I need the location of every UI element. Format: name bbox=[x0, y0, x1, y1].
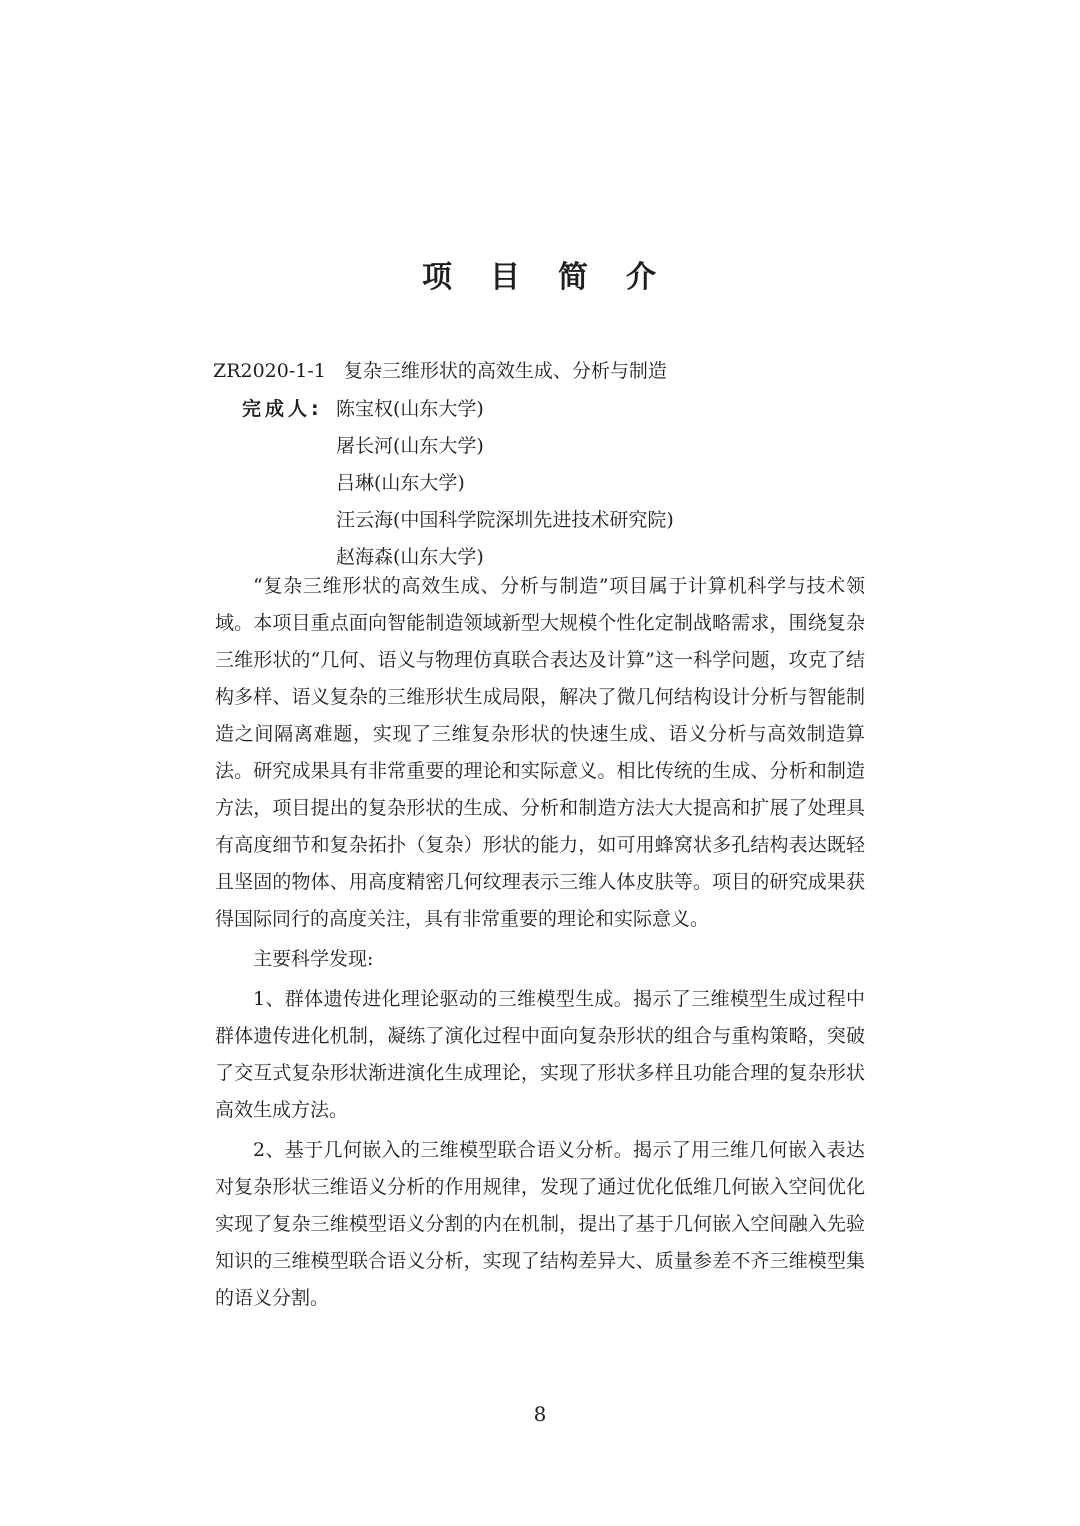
title-char: 目 bbox=[490, 260, 522, 295]
page-number: 8 bbox=[533, 1402, 547, 1426]
title-char: 简 bbox=[558, 260, 590, 295]
completers-label: 完成人: bbox=[242, 398, 323, 420]
completer-item: 赵海森(山东大学) bbox=[336, 546, 484, 568]
finding-paragraph-2: 2、基于几何嵌入的三维模型联合语义分析。揭示了用三维几何嵌入表达对复杂形状三维语义分析的作用规律，发现了通过优化低维几何嵌入空间优化实现了复杂三维模型语义分割的内在机制，提出了基于几何嵌入空间融入先验知识的三维模型联合语义分析，实现了结构差异大、质量参差不齐三维模型集的语义分割。 bbox=[215, 1139, 865, 1309]
completers-list bbox=[336, 394, 674, 579]
project-name: 复杂三维形状的高效生成、分析与制造 bbox=[343, 360, 667, 382]
finding-paragraph-1: 1、群体遗传进化理论驱动的三维模型生成。揭示了三维模型生成过程中群体遗传进化机制，凝练了演化过程中面向复杂形状的组合与重构策略，突破了交互式复杂形状渐进演化生成理论，实现了形状多样且功能合理的复杂形状高效生成方法。 bbox=[215, 988, 865, 1121]
body-text bbox=[215, 568, 865, 1317]
project-heading bbox=[213, 356, 667, 383]
findings-heading: 主要科学发现: bbox=[253, 948, 374, 970]
page-title bbox=[0, 252, 1080, 296]
completer-item: 屠长河(山东大学) bbox=[336, 435, 484, 457]
project-code: ZR2020-1-1 bbox=[213, 360, 326, 382]
completer-item: 汪云海(中国科学院深圳先进技术研究院) bbox=[336, 509, 674, 531]
title-char: 项 bbox=[422, 260, 454, 295]
completer-item: 陈宝权(山东大学) bbox=[336, 398, 484, 420]
title-char: 介 bbox=[626, 260, 658, 295]
completer-item: 吕琳(山东大学) bbox=[336, 472, 465, 494]
intro-paragraph: “复杂三维形状的高效生成、分析与制造”项目属于计算机科学与技术领域。本项目重点面向智能制造领域新型大规模个性化定制战略需求，围绕复杂三维形状的“几何、语义与物理仿真联合表达及计算”这一科学问题，攻克了结构多样、语义复杂的三维形状生成局限，解决了微几何结构设计分析与智能制造之间隔离难题，实现了三维复杂形状的快速生成、语义分析与高效制造算法。研究成果具有非常重要的理论和实际意义。相比传统的生成、分析和制造方法，项目提出的复杂形状的生成、分析和制造方法大大提高和扩展了处理具有高度细节和复杂拓扑（复杂）形状的能力，如可用蜂窝状多孔结构表达既轻且坚固的物体、用高度精密几何纹理表示三维人体皮肤等。项目的研究成果获得国际同行的高度关注，具有非常重要的理论和实际意义。 bbox=[215, 575, 865, 930]
